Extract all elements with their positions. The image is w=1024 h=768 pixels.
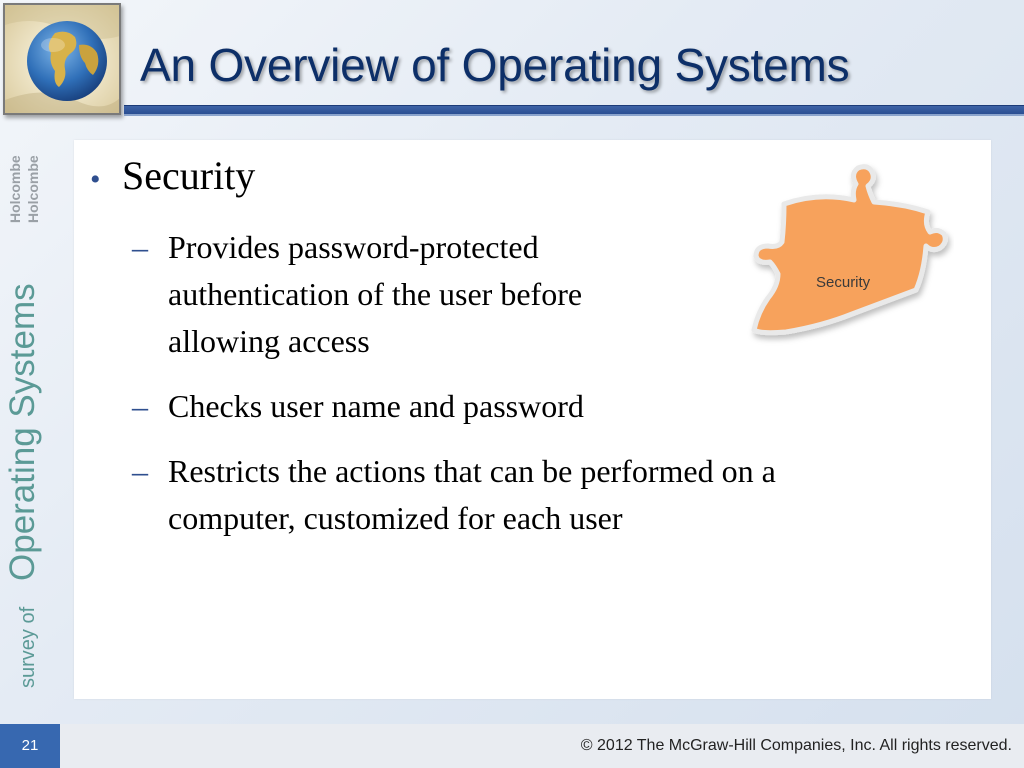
sub-bullet-text: Restricts the actions that can be performed on a computer, customized for each user — [168, 453, 776, 536]
bullet-dot: • — [90, 163, 101, 196]
dash-marker: – — [132, 453, 148, 489]
brand-operating-systems: Operating Systems — [3, 283, 42, 581]
list-item — [132, 224, 652, 365]
dash-marker: – — [132, 388, 148, 424]
bullet-security — [84, 152, 255, 199]
page-number: 21 — [0, 724, 60, 768]
brand-author-mirror: Holcombe — [25, 155, 41, 223]
side-branding — [0, 140, 48, 700]
dash-marker: – — [132, 229, 148, 265]
content-panel — [74, 140, 991, 699]
bullet-label: Security — [122, 153, 256, 198]
footer — [0, 724, 1024, 768]
list-item — [132, 383, 912, 430]
globe-icon — [3, 3, 121, 115]
page-title: An Overview of Operating Systems — [140, 39, 850, 91]
brand-survey-of: survey of — [17, 606, 39, 688]
puzzle-label: Security — [816, 274, 871, 291]
copyright-notice: © 2012 The McGraw-Hill Companies, Inc. All rights reserved. — [580, 737, 1012, 754]
brand-author: Holcombe — [7, 155, 23, 223]
list-item — [132, 448, 892, 542]
sub-bullet-text: Checks user name and password — [168, 388, 584, 424]
title-divider — [124, 105, 1024, 116]
puzzle-piece-icon — [744, 162, 954, 347]
sub-bullet-text: Provides password-protected authentication of the user before allowing access — [168, 229, 583, 359]
